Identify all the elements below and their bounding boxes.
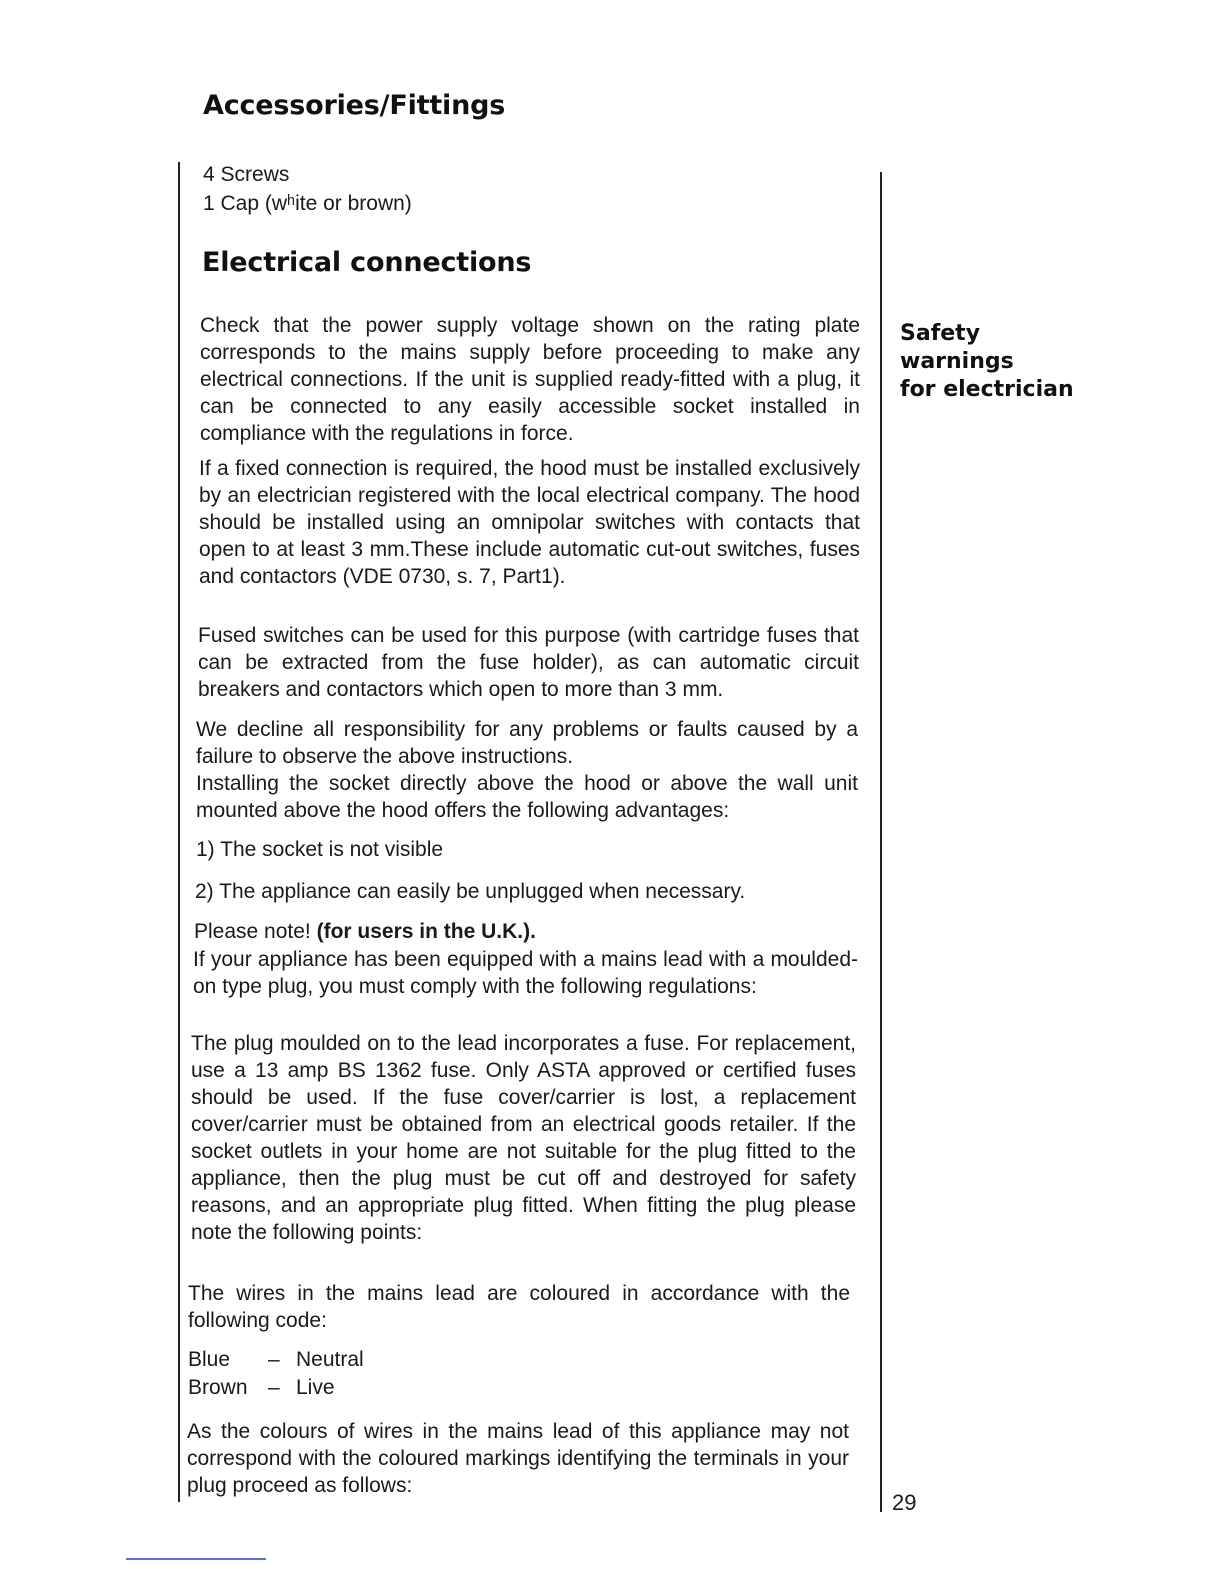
paragraph-power-supply: Check that the power supply voltage shown on the rating plate corresponds to the mains supply before proceeding to make any electrical connections. If the unit is supplied ready-fitted with a plug, it can be connected to any easily accessible socket installed in compliance with the regulations in force. bbox=[200, 314, 860, 445]
accessory-item: 4 Screws bbox=[203, 163, 290, 186]
advantage-item: 2) The appliance can easily be unplugged when necessary. bbox=[195, 880, 746, 903]
paragraph-socket-advantages: Installing the socket directly above the hood or above the wall unit mounted above the hood offers the following advantages: bbox=[196, 772, 858, 822]
sidebar-heading-line: Safety bbox=[900, 321, 981, 346]
accessory-item: 1 Cap (wʰite or brown) bbox=[203, 192, 412, 215]
wire-color: Blue bbox=[188, 1348, 231, 1371]
sidebar-heading-line: for electrician bbox=[900, 377, 1074, 402]
wire-meaning: Live bbox=[296, 1376, 335, 1399]
sidebar-heading bbox=[900, 320, 1074, 404]
wire-dash: – bbox=[268, 1376, 280, 1399]
accessories-heading: Accessories/Fittings bbox=[203, 90, 506, 121]
paragraph-responsibility: We decline all responsibility for any problems or faults caused by a failure to observe the above instructions. bbox=[196, 718, 858, 768]
paragraph-fused-switches: Fused switches can be used for this purpose (with cartridge fuses that can be extracted from the fuse holder), as can automatic circuit breakers and contactors which open to more than 3 mm. bbox=[198, 624, 859, 701]
uk-note bbox=[194, 918, 866, 945]
advantage-item: 1) The socket is not visible bbox=[196, 838, 444, 861]
paragraph-wire-colours: As the colours of wires in the mains lead of this appliance may not correspond with the coloured markings identifying the terminals in your plug proceed as follows: bbox=[187, 1420, 849, 1497]
paragraph-wire-code: The wires in the mains lead are coloured in accordance with the following code: bbox=[188, 1282, 850, 1332]
paragraph-fixed-connection: If a fixed connection is required, the hood must be installed exclusively by an electrician registered with the local electrical company. The hood should be installed using an omnipolar switches with contacts that open to at least 3 mm.These include automatic cut-out switches, fuses and contactors (VDE 0730, s. 7, Part1). bbox=[199, 457, 860, 588]
wire-code-row bbox=[188, 1346, 364, 1373]
sidebar-heading-line: warnings bbox=[900, 349, 1014, 374]
electrical-heading: Electrical connections bbox=[202, 247, 532, 278]
wire-code-row bbox=[188, 1374, 335, 1401]
left-margin-rule bbox=[178, 162, 180, 1502]
body-column bbox=[188, 0, 860, 1584]
wire-dash: – bbox=[268, 1348, 280, 1371]
uk-note-prefix: Please note! bbox=[194, 920, 311, 943]
wire-meaning: Neutral bbox=[296, 1348, 364, 1371]
paragraph-moulded-plug: If your appliance has been equipped with a mains lead with a moulded-on type plug, you must comply with the following regulations: bbox=[193, 948, 858, 998]
uk-note-bold: (for users in the U.K.). bbox=[316, 920, 536, 943]
bottom-edge-line bbox=[126, 1558, 266, 1560]
page-number: 29 bbox=[892, 1490, 917, 1515]
wire-color: Brown bbox=[188, 1376, 248, 1399]
paragraph-fuse-replacement: The plug moulded on to the lead incorporates a fuse. For replacement, use a 13 amp BS 1362 fuse. Only ASTA approved or certified fuses should be used. If the fuse cover/carrier is lost, a replacement cover/carrier must be obtained from an electrical goods retailer. If the socket outlets in your home are not suitable for the plug fitted to the appliance, then the plug must be cut off and destroyed for safety reasons, and an appropriate plug fitted. When fitting the plug please note the following points: bbox=[191, 1032, 856, 1244]
right-margin-rule bbox=[880, 172, 882, 1512]
